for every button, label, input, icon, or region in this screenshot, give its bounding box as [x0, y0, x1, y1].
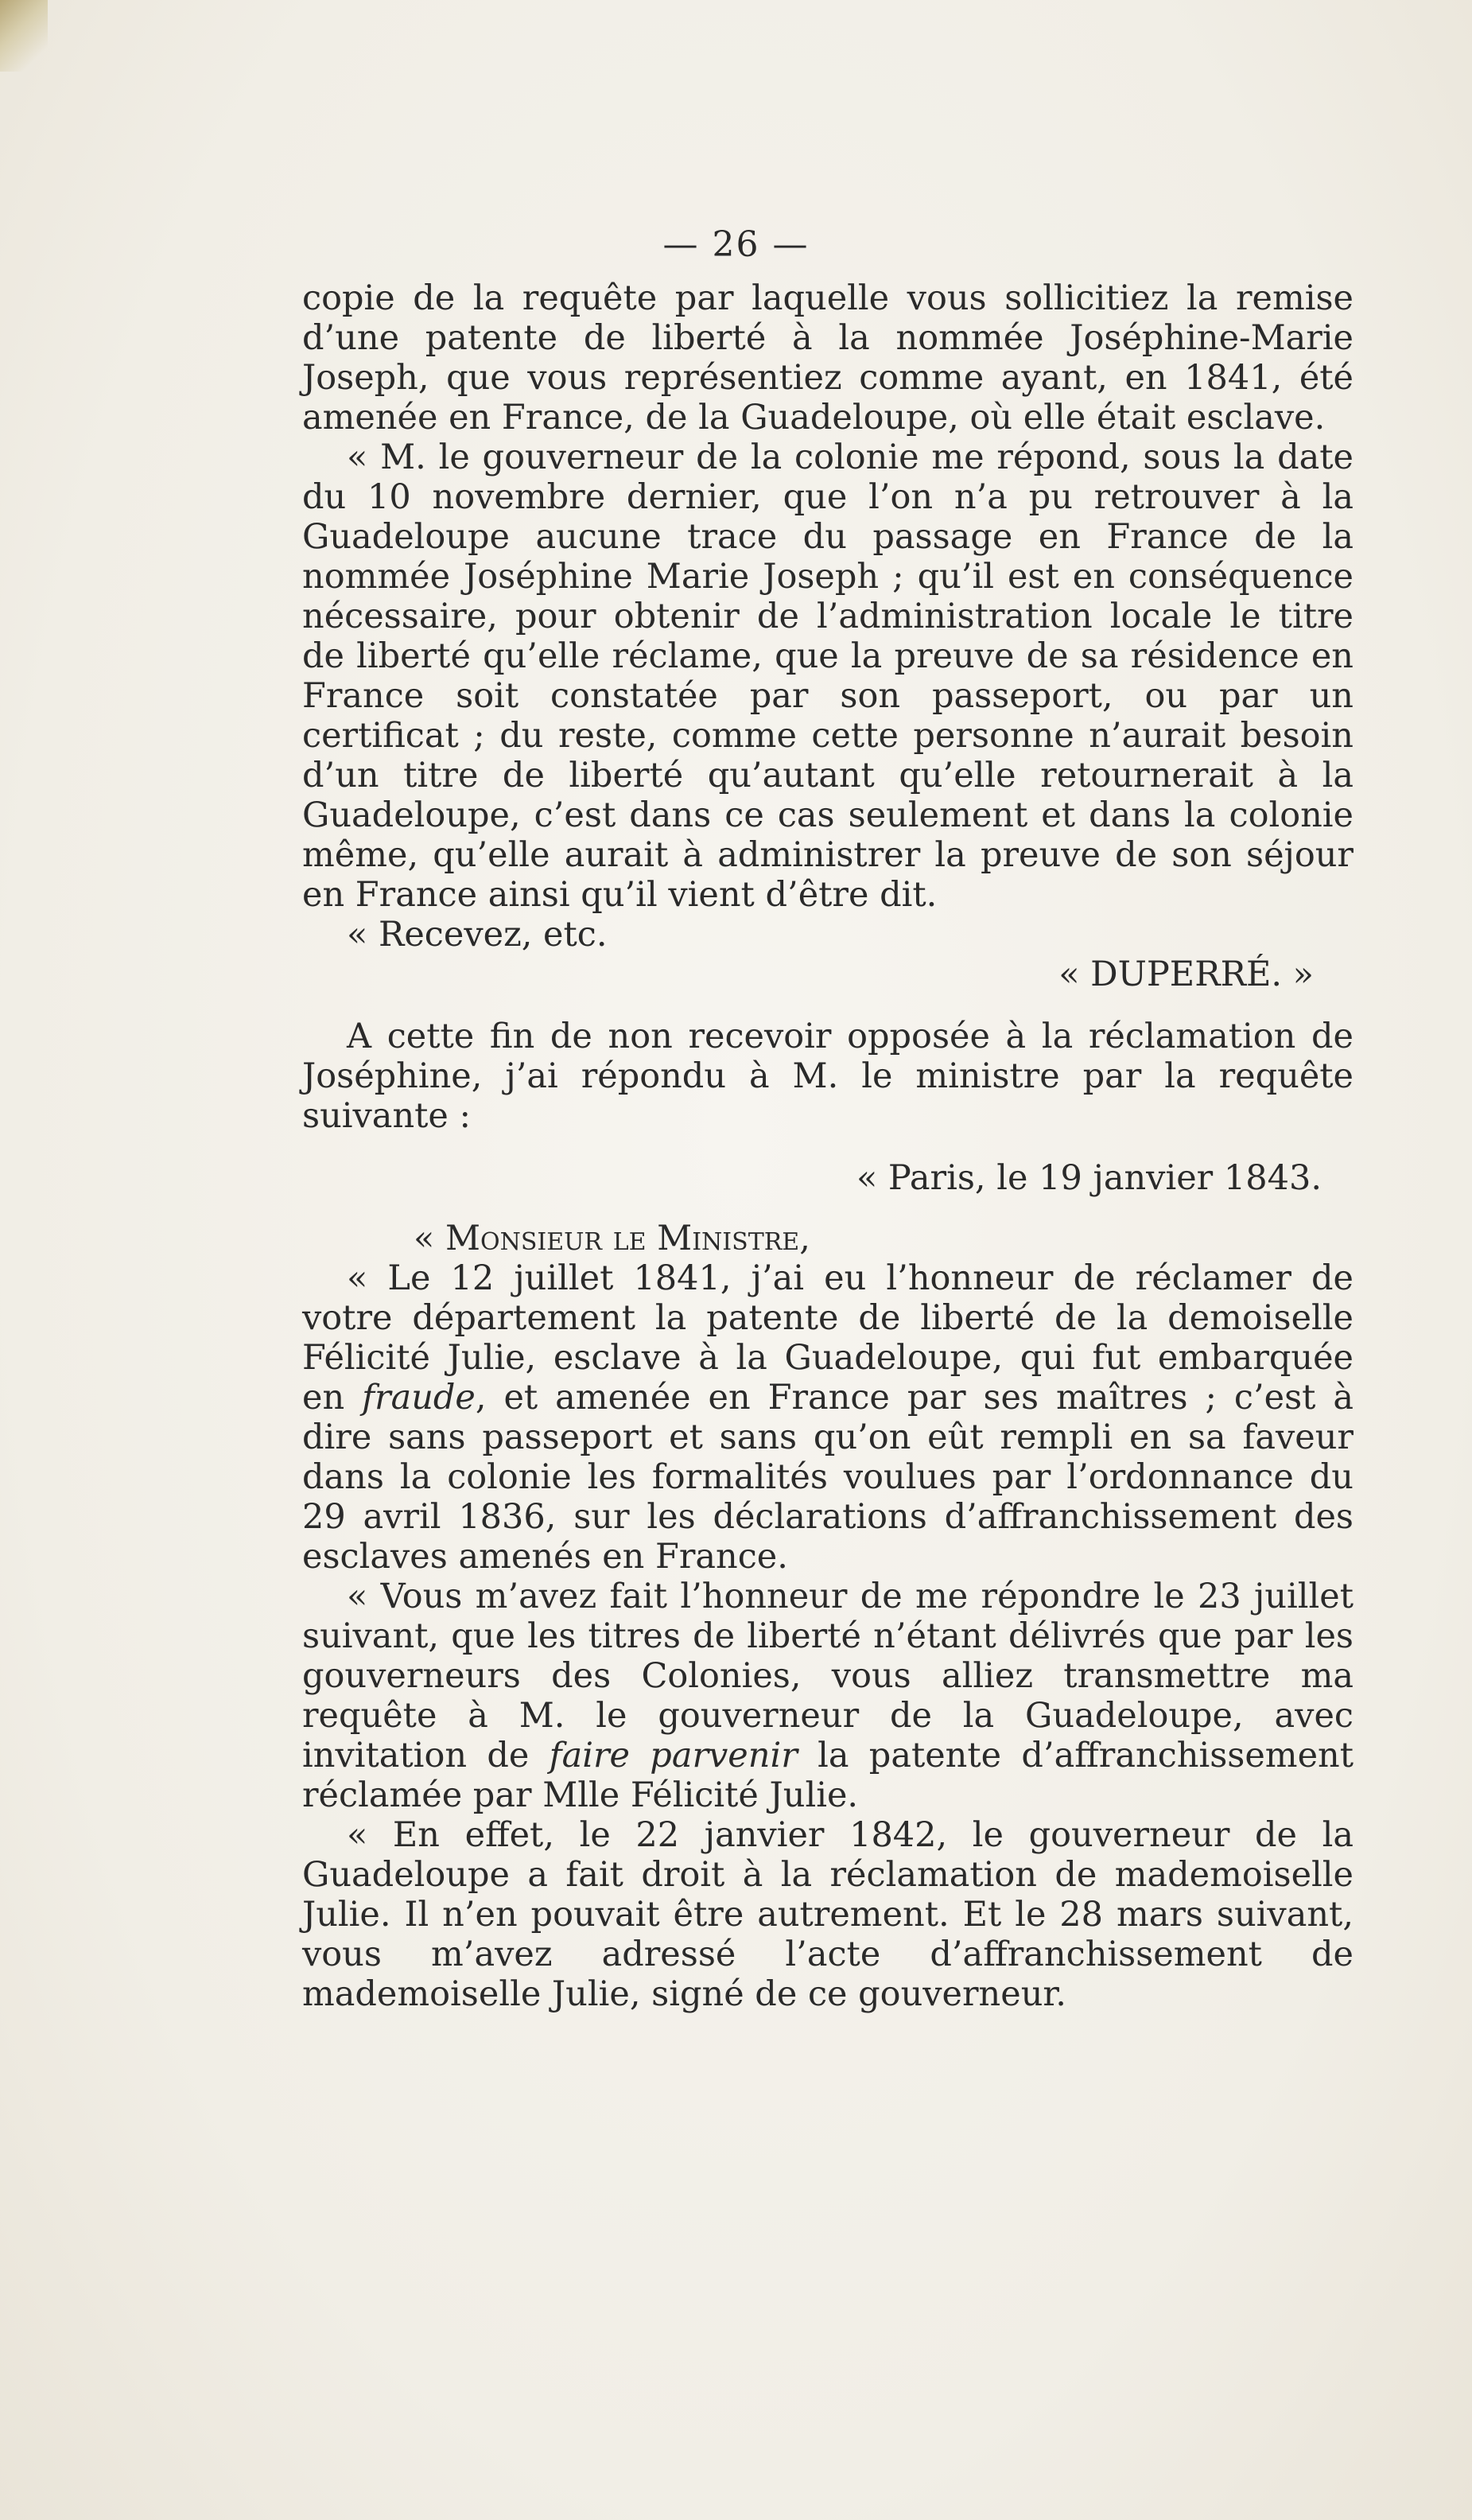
paragraph-6-italic: faire parvenir	[549, 1736, 798, 1775]
paragraph-5	[302, 1258, 1354, 1577]
paragraph-4: A cette fin de non recevoir opposée à la réclamation de Joséphine, j’ai répondu à M. le ministre par la requête suivante :	[302, 1017, 1354, 1136]
paragraph-6-part-1: « Vous m’avez fait l’honneur de me répondre le 23 juillet suivant, que les titres de liberté n’étant délivrés que par les gouverneurs des Colonies, vous alliez transmettre ma requête à M. le gouverneur de la Guadeloupe, avec invitation de	[302, 1577, 1354, 1775]
letter-date: « Paris, le 19 janvier 1843.	[856, 1158, 1322, 1198]
signature: « DUPERRÉ. »	[1058, 955, 1314, 994]
paragraph-5-part-2: , et amenée en France par ses maîtres ; c’est à dire sans passeport et sans qu’on eût rempli en sa faveur dans la colonie les formalités voulues par l’ordonnance du 29 avril 1836, sur les déclarations d’affranchissement des esclaves amenés en France.	[302, 1378, 1354, 1577]
paragraph-5-part-1: « Le 12 juillet 1841, j’ai eu l’honneur de réclamer de votre département la patente de liberté de la demoiselle Félicité Julie, esclave à la Guadeloupe, qui fut embarquée en	[302, 1258, 1354, 1418]
paragraph-7: « En effet, le 22 janvier 1842, le gouverneur de la Guadeloupe a fait droit à la réclamation de mademoiselle Julie. Il n’en pouvait être autrement. Et le 28 mars suivant, vous m’avez adressé l’acte d’affranchissement de mademoiselle Julie, signé de ce gouverneur.	[302, 1815, 1354, 2014]
paragraph-2: « M. le gouverneur de la colonie me répond, sous la date du 10 novembre dernier, que l’on n’a pu retrouver à la Guadeloupe aucune trace du passage en France de la nommée Joséphine Marie Joseph ; qu’il est en conséquence nécessaire, pour obtenir de l’administration locale le titre de liberté qu’elle réclame, que la preuve de sa résidence en France soit constatée par son passeport, ou par un certificat ; du reste, comme cette personne n’aurait besoin d’un titre de liberté qu’autant qu’elle retournerait à la Guadeloupe, c’est dans ce cas seulement et dans la colonie même, qu’elle aurait à administrer la preuve de son séjour en France ainsi qu’il vient d’être dit.	[302, 438, 1354, 915]
paragraph-6-part-2: la patente d’affranchissement réclamée par Mlle Félicité Julie.	[302, 1736, 1354, 1815]
paragraph-3: « Recevez, etc.	[347, 915, 608, 955]
paragraph-6	[302, 1577, 1354, 1815]
paragraph-5-italic: fraude	[362, 1378, 476, 1418]
page-number: — 26 —	[662, 224, 810, 265]
body-text	[302, 278, 1354, 2014]
paragraph-1: copie de la requête par laquelle vous sollicitiez la remise d’une patente de liberté à la nommée Joséphine-Marie Joseph, que vous représentiez comme ayant, en 1841, été amenée en France, de la Guadeloupe, où elle était esclave.	[302, 278, 1354, 438]
salutation: « Monsieur le Ministre,	[414, 1219, 810, 1258]
page-corner-stain	[0, 0, 48, 72]
